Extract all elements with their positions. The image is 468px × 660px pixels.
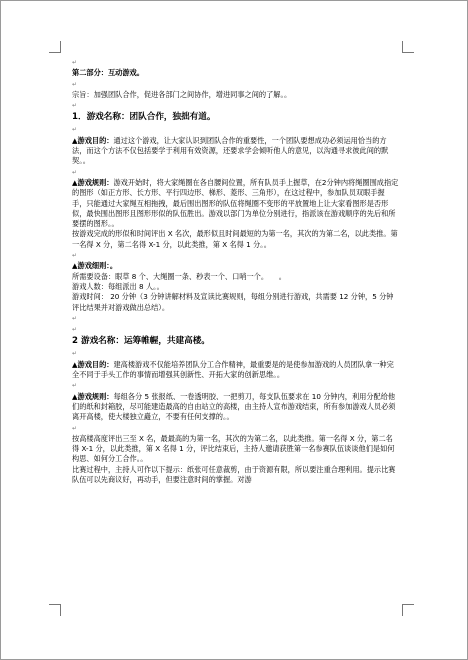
game1-rules-text: 游戏开始时，将大家绳圈在各自腰间位置，所有队员手上握草，在2分钟内将绳圈围成指定的图形（如正方形、长方形、平行四边形、梯形、菱形、三角形），在这过程中，参加队员双眼手握手，只能通过大家绳互相拖拽，最后围出图形的队伍将绳圈不变形的平放置地上让大家看图形是否形似，最快围出图形且图形形似的队伍胜出。游戏以部门为单位分别进行，指派该在游戏顺序的先后和所要摆的图形。。: [72, 177, 399, 229]
empty-paragraph: ↵: [72, 382, 78, 390]
empty-paragraph: ↵: [72, 314, 78, 322]
game2-note: 比赛过程中，主持人可作以下提示：纸张可任意裁剪，由于资源有限，所以要注重合理利用。提示比赛队伍可以先商议好，再动手，但要注意时间的掌握。对游: [72, 464, 396, 484]
game2-purpose: [72, 360, 399, 381]
margin-mark-top-right: [402, 41, 414, 53]
margin-mark-bottom-right: [402, 604, 414, 616]
game1-purpose-label: ▲游戏目的：: [72, 135, 114, 145]
game1-time: 游戏时间： 20 分钟（3 分钟讲解材料及宣读比赛规则，每组分别进行游戏，共需要 12 分钟，5 分钟评比结果并对游戏做出总结）。: [72, 292, 394, 312]
empty-paragraph: ↵: [72, 326, 78, 334]
game1-rules-label: ▲游戏规则：: [72, 177, 114, 187]
document-body: [72, 57, 399, 485]
game2-purpose-label: ▲游戏目的：: [72, 359, 114, 369]
game2-purpose-text: 建高楼游戏不仅能培养团队分工合作精神，最重要是的是使参加游戏的人员团队拿一种完全不同于手头工作的事情而增强其创新性、开拓大家的创新思维。。: [72, 359, 394, 380]
empty-paragraph: ↵: [72, 424, 78, 432]
game1-materials: 所需要设备：眼草 8 个、大绳圈一条、秒表一个、口哨一个。 。: [72, 271, 286, 281]
game1-result: 按游戏完成的形似和时间评出 X 名次，最形似且时间最短的为第一名，其次的为第二名，以此类推。第一名得 X 分，第二名得 X-1 分，以此类推，第 X 名得 1 分。。: [72, 229, 398, 249]
margin-mark-top-left: [49, 41, 61, 53]
game2-rules-label: ▲游戏规则：: [72, 391, 114, 401]
game1-people: 游戏人数：每组派出 8 人。。: [72, 281, 164, 291]
margin-mark-bottom-left: [49, 604, 61, 616]
empty-paragraph: ↵: [72, 350, 78, 358]
game1-details-label: ▲游戏细则：。: [72, 261, 118, 271]
empty-paragraph: ↵: [72, 126, 78, 134]
game2-rules-text: 每组各分 5 张报纸、一卷透明胶、一把剪刀，每支队伍要求在 10 分钟内，利用分配给他们的纸和封箱胶，尽可能建造最高的自由站立的高楼，由主持人宣布游戏结束，所有参加游戏人员必须离开高楼，使大楼独立矗立，不要有任何支撑的。。: [72, 391, 396, 422]
part2-title: 第二部分：互动游戏。: [72, 68, 144, 78]
game2-result: 按高楼高度评出三至 X 名，最最高的为第一名，其次的为第二名，以此类推。第一名得 X 分，第二名得 X-1 分，以此类推，第 X 名得 1 分，评比结束后，主持人邀请获胜第一名参赛队伍谈谈他们是如何构思、如何分工合作。。: [72, 433, 395, 464]
part2-purpose: 宗旨：加强团队合作，促进各部门之间协作，增进同事之间的了解。。: [72, 89, 292, 99]
empty-paragraph: ↵: [72, 59, 78, 66]
game1-purpose: [72, 136, 399, 167]
game1-purpose-text: 通过这个游戏，让大家认识到团队合作的重要性，一个团队要想成功必须运用恰当的方法，而这个方法不仅包括要学于利用有效资源，还要求学会倾听他人的意见，以沟通寻求彼此间的默契。。: [72, 135, 389, 166]
game2-heading: 2 游戏名称：运筹帷幄，共建高楼。: [72, 336, 210, 347]
game2-rules: [72, 392, 399, 423]
empty-paragraph: ↵: [72, 80, 78, 88]
game1-heading: 1．游戏名称：团队合作，独拙有道。: [72, 112, 216, 123]
empty-paragraph: ↵: [72, 102, 78, 110]
game1-rules: [72, 178, 399, 229]
empty-paragraph: ↵: [72, 168, 78, 176]
empty-paragraph: ↵: [72, 252, 78, 260]
